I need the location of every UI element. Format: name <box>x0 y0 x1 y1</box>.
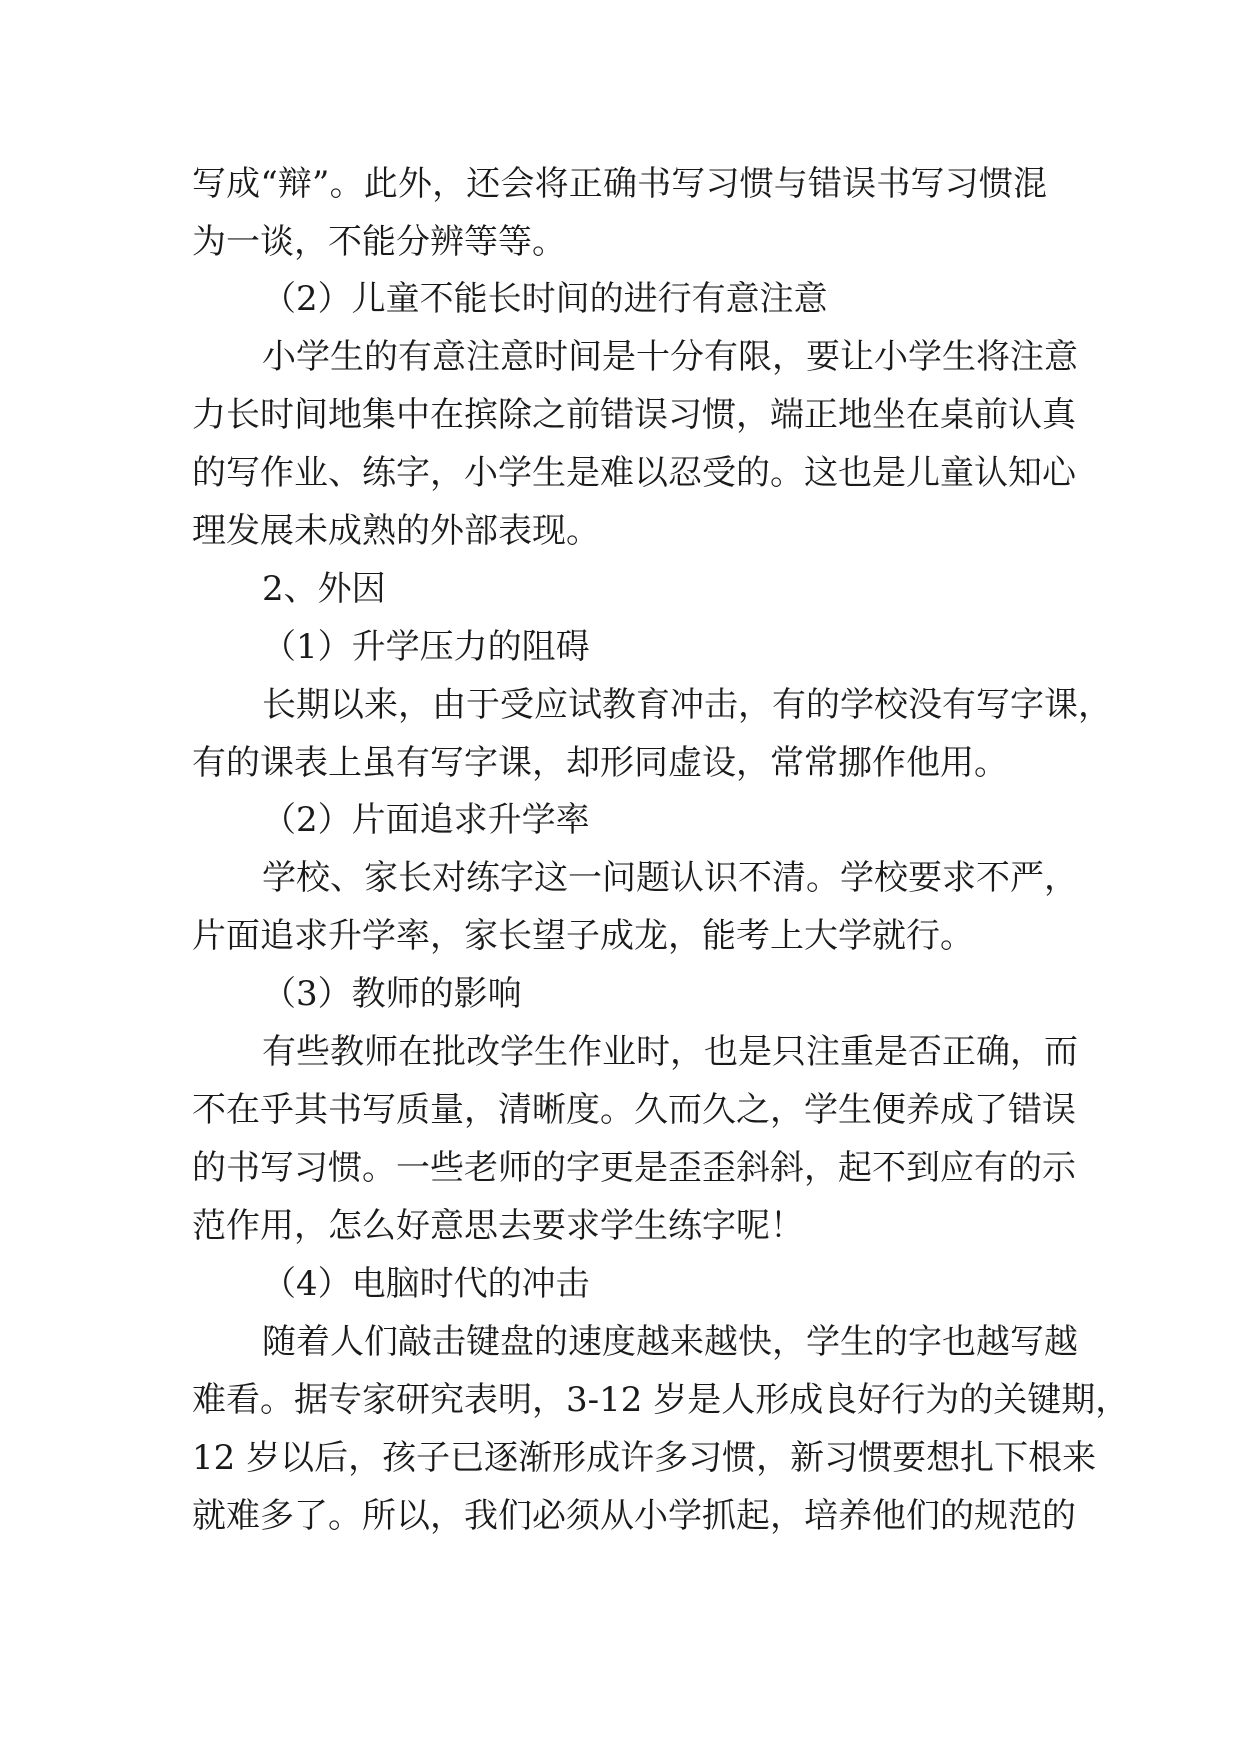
paragraph-line: 的写作业、练字，小学生是难以忍受的。这也是儿童认知心 <box>192 453 1076 493</box>
paragraph-line: 不在乎其书写质量，清晰度。久而久之，学生便养成了错误 <box>192 1090 1076 1130</box>
section-heading: 2、外因 <box>262 569 386 609</box>
paragraph-line: 学校、家长对练字这一问题认识不清。学校要求不严， <box>262 858 1078 898</box>
paragraph-line: 小学生的有意注意时间是十分有限，要让小学生将注意 <box>262 337 1078 377</box>
paragraph-line: 难看。据专家研究表明，3-12 岁是人形成良好行为的关键期， <box>192 1380 1130 1420</box>
section-heading: （1）升学压力的阻碍 <box>262 627 590 667</box>
section-heading: （4）电脑时代的冲击 <box>262 1264 590 1304</box>
paragraph-line: 有些教师在批改学生作业时，也是只注重是否正确，而 <box>262 1032 1078 1072</box>
paragraph-line: 理发展未成熟的外部表现。 <box>192 511 600 551</box>
paragraph-line: 的书写习惯。一些老师的字更是歪歪斜斜，起不到应有的示 <box>192 1148 1076 1188</box>
paragraph-line: 范作用，怎么好意思去要求学生练字呢！ <box>192 1206 804 1246</box>
paragraph-line: 长期以来，由于受应试教育冲击，有的学校没有写字课， <box>262 685 1112 725</box>
section-heading: （3）教师的影响 <box>262 974 522 1014</box>
paragraph-line: 12 岁以后，孩子已逐渐形成许多习惯，新习惯要想扎下根来 <box>192 1438 1097 1478</box>
paragraph-line: 片面追求升学率，家长望子成龙，能考上大学就行。 <box>192 916 974 956</box>
paragraph-line: 为一谈，不能分辨等等。 <box>192 222 566 262</box>
section-heading: （2）儿童不能长时间的进行有意注意 <box>262 279 828 319</box>
paragraph-line: 就难多了。所以，我们必须从小学抓起，培养他们的规范的 <box>192 1496 1076 1536</box>
paragraph-line: 有的课表上虽有写字课，却形同虚设，常常挪作他用。 <box>192 743 1008 783</box>
paragraph-line: 随着人们敲击键盘的速度越来越快，学生的字也越写越 <box>262 1322 1078 1362</box>
section-heading: （2）片面追求升学率 <box>262 800 590 840</box>
paragraph-line: 力长时间地集中在摈除之前错误习惯，端正地坐在桌前认真 <box>192 395 1076 435</box>
paragraph-line: 写成“辩”。此外，还会将正确书写习惯与错误书写习惯混 <box>192 164 1047 204</box>
